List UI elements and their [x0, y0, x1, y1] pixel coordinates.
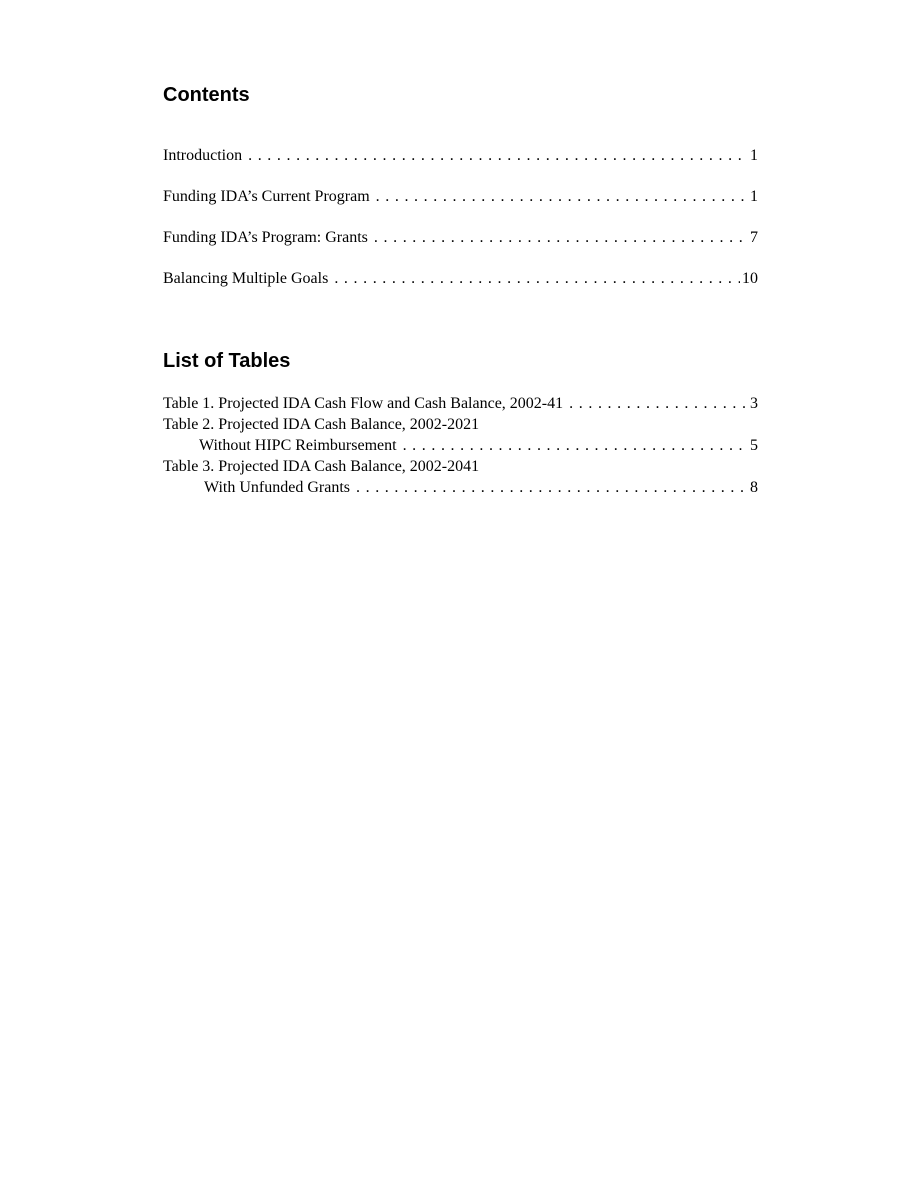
list-of-tables — [163, 394, 758, 499]
table-entry-title: Table 1. Projected IDA Cash Flow and Cash Balance, 2002-41 — [163, 395, 564, 412]
table-entry-1[interactable] — [163, 394, 758, 414]
toc-entry-title: Funding IDA’s Current Program — [163, 188, 370, 205]
dot-leader — [569, 394, 748, 414]
toc-entry-page: 1 — [750, 147, 758, 164]
toc-entry-balancing-goals[interactable] — [163, 269, 758, 289]
table-entry-2-line1[interactable] — [163, 415, 758, 435]
toc-entry-funding-current-program[interactable] — [163, 187, 758, 207]
toc-entry-page: 1 — [750, 188, 758, 205]
toc-entry-title: Balancing Multiple Goals — [163, 270, 329, 287]
toc-entry-page: 10 — [742, 270, 758, 287]
toc-entry-title: Introduction — [163, 147, 243, 164]
dot-leader — [248, 146, 748, 166]
dot-leader — [356, 478, 748, 498]
dot-leader — [374, 228, 748, 248]
table-entry-page: 3 — [750, 395, 758, 412]
table-entry-subtitle: Without HIPC Reimbursement — [199, 437, 397, 454]
dot-leader — [376, 187, 748, 207]
contents-heading: Contents — [163, 84, 250, 106]
dot-leader — [334, 269, 740, 289]
table-entry-page: 8 — [750, 479, 758, 496]
table-entry-title: Table 2. Projected IDA Cash Balance, 2002-2021 — [163, 416, 480, 433]
list-of-tables-heading: List of Tables — [163, 350, 291, 372]
table-entry-subtitle: With Unfunded Grants — [204, 479, 350, 496]
toc-entry-introduction[interactable] — [163, 146, 758, 166]
contents-list — [163, 146, 758, 310]
table-entry-title: Table 3. Projected IDA Cash Balance, 2002-2041 — [163, 458, 480, 475]
toc-entry-title: Funding IDA’s Program: Grants — [163, 229, 368, 246]
dot-leader — [403, 436, 748, 456]
toc-entry-page: 7 — [750, 229, 758, 246]
table-entry-3-line2[interactable] — [163, 478, 758, 498]
table-entry-page: 5 — [750, 437, 758, 454]
table-entry-3-line1[interactable] — [163, 457, 758, 477]
table-entry-2-line2[interactable] — [163, 436, 758, 456]
toc-entry-funding-program-grants[interactable] — [163, 228, 758, 248]
